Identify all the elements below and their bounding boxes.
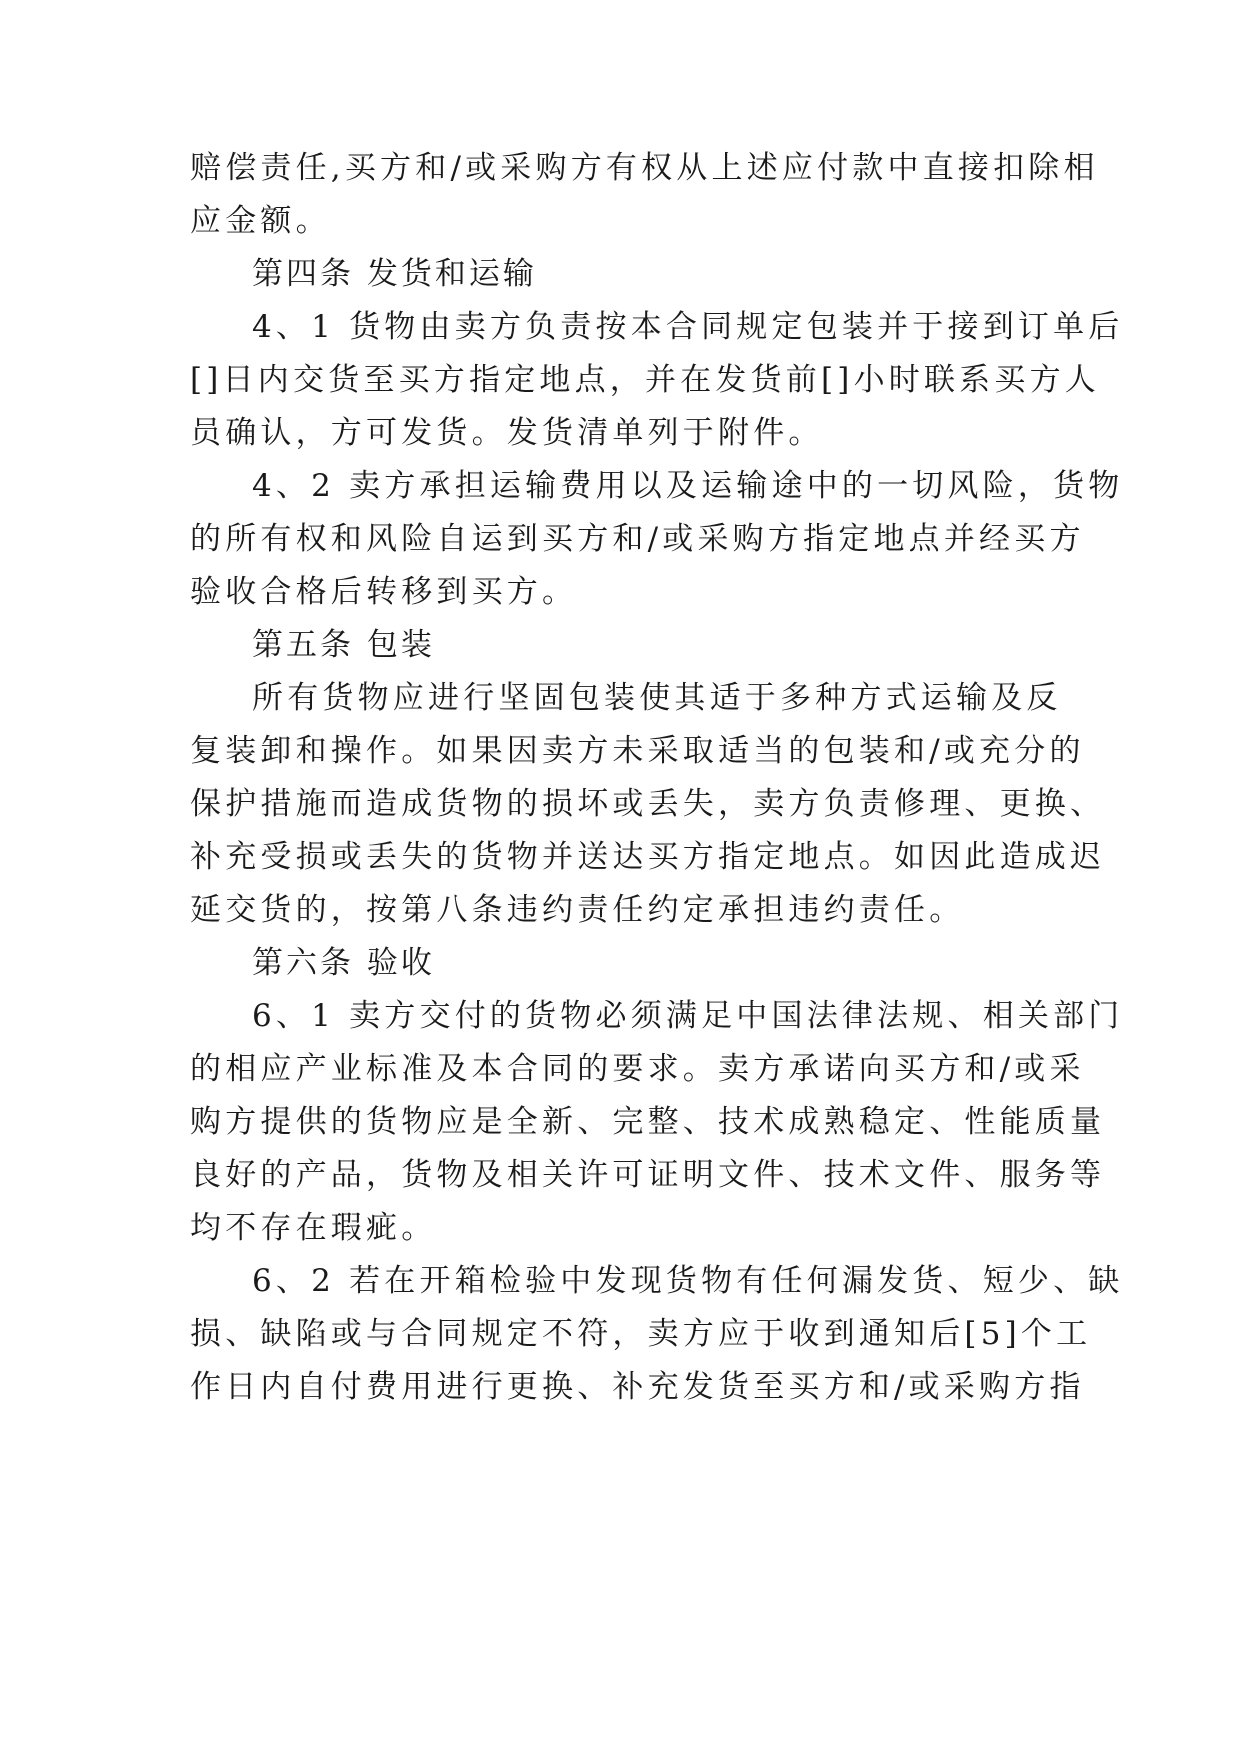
body-text-line: 复装卸和操作。如果因卖方未采取适当的包装和/或充分的 bbox=[190, 733, 1085, 769]
body-text-line: 赔偿责任,买方和/或采购方有权从上述应付款中直接扣除相 bbox=[190, 150, 1099, 186]
clause-4-1-text: 4、1 货物由卖方负责按本合同规定包装并于接到订单后 bbox=[252, 309, 1124, 345]
clause-4-2-text: 4、2 卖方承担运输费用以及运输途中的一切风险，货物 bbox=[252, 468, 1124, 504]
section-5-text: 所有货物应进行坚固包装使其适于多种方式运输及反 bbox=[252, 680, 1062, 716]
clause-6-1-text: 6、1 卖方交付的货物必须满足中国法律法规、相关部门 bbox=[252, 998, 1124, 1034]
body-text-line: 延交货的，按第八条违约责任约定承担违约责任。 bbox=[190, 892, 965, 928]
body-text-line: 应金额。 bbox=[190, 203, 331, 239]
body-text-line: 保护措施而造成货物的损坏或丢失，卖方负责修理、更换、 bbox=[190, 786, 1106, 822]
body-text-line: 补充受损或丢失的货物并送达买方指定地点。如因此造成迟 bbox=[190, 839, 1106, 875]
clause-6-2-text: 6、2 若在开箱检验中发现货物有任何漏发货、短少、缺 bbox=[252, 1263, 1124, 1299]
body-text-line: 的相应产业标准及本合同的要求。卖方承诺向买方和/或采 bbox=[190, 1051, 1085, 1087]
body-text-line: 均不存在瑕疵。 bbox=[190, 1210, 437, 1246]
body-text-line: 的所有权和风险自运到买方和/或采购方指定地点并经买方 bbox=[190, 521, 1085, 557]
body-text-line: 损、缺陷或与合同规定不符，卖方应于收到通知后[5]个工 bbox=[190, 1316, 1092, 1352]
body-text-line: 员确认，方可发货。发货清单列于附件。 bbox=[190, 415, 824, 451]
body-text-line: 购方提供的货物应是全新、完整、技术成熟稳定、性能质量 bbox=[190, 1104, 1106, 1140]
section-heading-5: 第五条 包装 bbox=[252, 627, 435, 663]
section-heading-6: 第六条 验收 bbox=[252, 945, 435, 981]
body-text-line: 验收合格后转移到买方。 bbox=[190, 574, 578, 610]
body-text-line: 作日内自付费用进行更换、补充发货至买方和/或采购方指 bbox=[190, 1369, 1085, 1405]
body-text-line: []日内交货至买方指定地点，并在发货前[]小时联系买方人 bbox=[190, 362, 1100, 398]
body-text-line: 良好的产品，货物及相关许可证明文件、技术文件、服务等 bbox=[190, 1157, 1106, 1193]
section-heading-4: 第四条 发货和运输 bbox=[252, 256, 537, 292]
